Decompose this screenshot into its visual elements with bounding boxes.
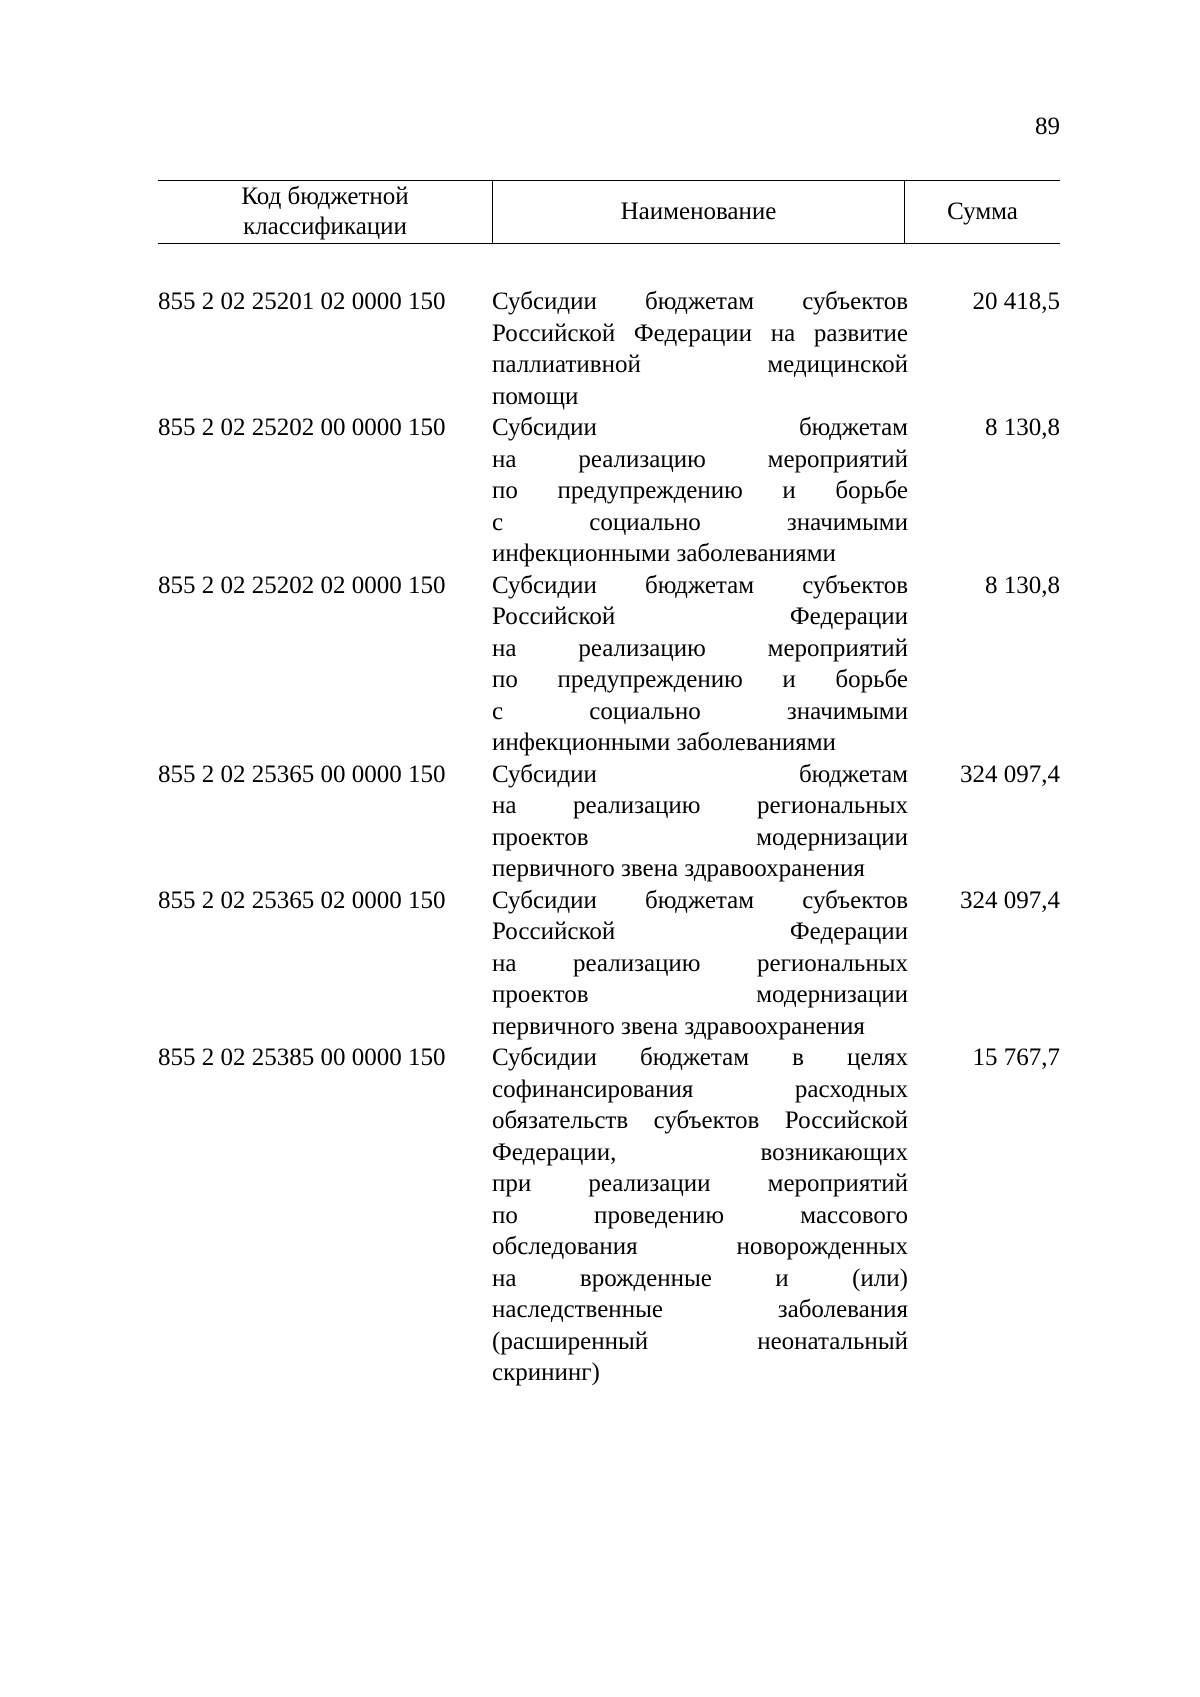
item-name bbox=[492, 759, 908, 885]
table-row bbox=[158, 286, 1060, 412]
item-name-line: Субсидии бюджетам субъектов bbox=[492, 288, 908, 315]
item-name-line: Российской Федерации bbox=[492, 603, 908, 630]
item-name bbox=[492, 412, 908, 570]
item-amount: 8 130,8 bbox=[985, 571, 1060, 599]
table-row bbox=[158, 412, 1060, 570]
item-amount: 20 418,5 bbox=[972, 288, 1060, 315]
item-name-line: инфекционными заболеваниями bbox=[492, 729, 836, 756]
item-name-line: Российской Федерации на развитие bbox=[492, 319, 908, 347]
item-name-line: при реализации мероприятий bbox=[492, 1170, 908, 1197]
table-row bbox=[158, 759, 1060, 885]
budget-code: 855 2 02 25365 02 0000 150 bbox=[158, 886, 446, 914]
item-name-line: на врожденные и (или) bbox=[492, 1264, 908, 1292]
table-body bbox=[158, 286, 1060, 1389]
budget-code: 855 2 02 25202 00 0000 150 bbox=[158, 414, 446, 441]
budget-code: 855 2 02 25385 00 0000 150 bbox=[158, 1044, 446, 1071]
item-name-line: Субсидии бюджетам в целях bbox=[492, 1044, 908, 1071]
item-amount: 15 767,7 bbox=[972, 1044, 1060, 1071]
item-name-line: первичного звена здравоохранения bbox=[492, 855, 865, 882]
item-name-line: Субсидии бюджетам субъектов bbox=[492, 886, 908, 914]
item-name-line: обследования новорожденных bbox=[492, 1233, 908, 1260]
budget-code: 855 2 02 25201 02 0000 150 bbox=[158, 288, 446, 315]
budget-code: 855 2 02 25202 02 0000 150 bbox=[158, 571, 446, 599]
table-row bbox=[158, 1042, 1060, 1389]
table-row bbox=[158, 570, 1060, 759]
item-name-line: скрининг) bbox=[492, 1359, 600, 1386]
item-name-line: на реализацию региональных bbox=[492, 792, 908, 819]
header-code: Код бюджетной классификации bbox=[241, 183, 409, 240]
item-name-line: Федерации, возникающих bbox=[492, 1138, 908, 1166]
item-name-line: Российской Федерации bbox=[492, 918, 908, 945]
item-name-line: помощи bbox=[492, 382, 579, 410]
table-header bbox=[158, 180, 1060, 244]
item-name-line: на реализацию мероприятий bbox=[492, 445, 908, 473]
item-name bbox=[492, 885, 908, 1043]
item-name-line: паллиативной медицинской bbox=[492, 351, 908, 378]
table-row bbox=[158, 885, 1060, 1043]
item-name-line: по предупреждению и борьбе bbox=[492, 666, 908, 693]
item-name-line: проектов модернизации bbox=[492, 981, 908, 1008]
item-name-line: инфекционными заболеваниями bbox=[492, 540, 836, 567]
item-amount: 324 097,4 bbox=[960, 760, 1060, 788]
item-name-line: на реализацию региональных bbox=[492, 949, 908, 977]
header-sum: Сумма bbox=[904, 181, 1060, 243]
item-name-line: с социально значимыми bbox=[492, 697, 908, 725]
item-name bbox=[492, 286, 908, 412]
item-name-line: по предупреждению и борьбе bbox=[492, 477, 908, 504]
item-name-line: софинансирования расходных bbox=[492, 1075, 908, 1103]
item-name-line: Субсидии бюджетам bbox=[492, 414, 908, 441]
page-number: 89 bbox=[1035, 113, 1060, 140]
item-name-line: проектов модернизации bbox=[492, 823, 908, 851]
item-name-line: Субсидии бюджетам субъектов bbox=[492, 571, 908, 599]
item-name bbox=[492, 1042, 908, 1389]
item-name-line: (расширенный неонатальный bbox=[492, 1327, 908, 1355]
item-name-line: Субсидии бюджетам bbox=[492, 760, 908, 788]
item-name-line: наследственные заболевания bbox=[492, 1296, 908, 1323]
item-amount: 8 130,8 bbox=[985, 414, 1060, 441]
item-name-line: с социально значимыми bbox=[492, 508, 908, 536]
item-name-line: первичного звена здравоохранения bbox=[492, 1012, 865, 1040]
item-name-line: обязательств субъектов Российской bbox=[492, 1107, 908, 1134]
item-amount: 324 097,4 bbox=[960, 886, 1060, 914]
item-name-line: по проведению массового bbox=[492, 1201, 908, 1229]
budget-code: 855 2 02 25365 00 0000 150 bbox=[158, 760, 446, 788]
item-name-line: на реализацию мероприятий bbox=[492, 634, 908, 662]
item-name bbox=[492, 570, 908, 759]
header-name: Наименование bbox=[492, 181, 904, 243]
